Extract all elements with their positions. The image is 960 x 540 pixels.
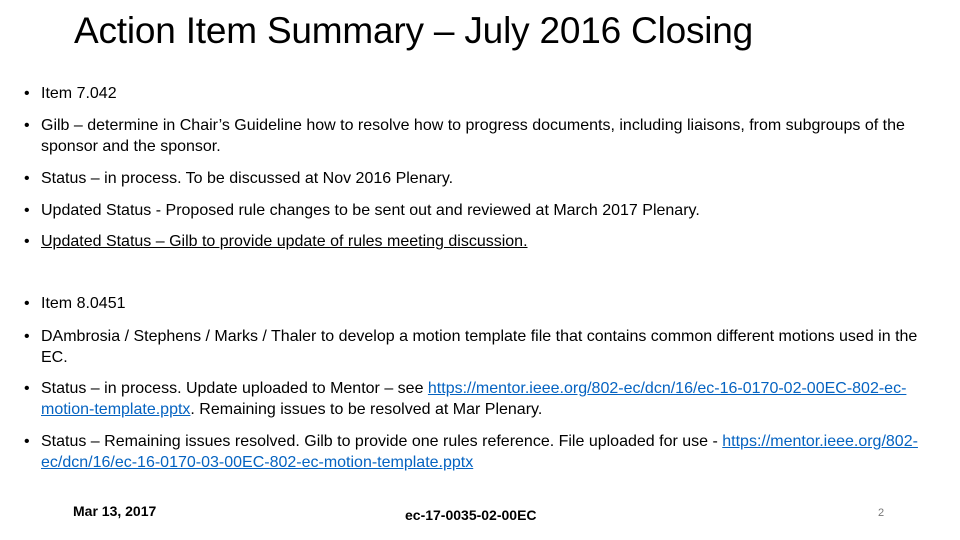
bullet-dot-icon: •	[24, 202, 30, 219]
bullet-item	[24, 431, 934, 473]
bullet-dot-icon: •	[24, 295, 30, 312]
mentor-link-motion-template-02[interactable]: https://mentor.ieee.org/802-ec/dcn/16/ec-16-0170-02-00EC-802-ec-motion-template.pptx	[41, 380, 907, 418]
bullet-text	[41, 378, 934, 420]
bullet-item	[24, 115, 934, 157]
bullet-text	[41, 431, 934, 473]
bullet-dot-icon: •	[24, 328, 30, 345]
bullet-dot-icon: •	[24, 233, 30, 250]
bullet-text: Status – in process. To be discussed at Nov 2016 Plenary.	[41, 170, 454, 187]
bullet-dot-icon: •	[24, 380, 30, 397]
bullet-dot-icon: •	[24, 85, 30, 102]
bullet-text: Updated Status - Proposed rule changes to be sent out and reviewed at March 2017 Plenary.	[41, 202, 700, 219]
mentor-link-motion-template-03[interactable]: https://mentor.ieee.org/802-ec/dcn/16/ec-16-0170-03-00EC-802-ec-motion-template.pptx	[41, 433, 918, 471]
bullet-text-before: Status – Remaining issues resolved. Gilb to provide one rules reference. File uploaded for use -	[41, 433, 723, 450]
bullet-item	[24, 293, 934, 314]
bullet-item	[24, 168, 934, 189]
bullet-dot-icon: •	[24, 170, 30, 187]
footer-doc-id: ec-17-0035-02-00EC	[405, 507, 537, 523]
bullet-item	[24, 326, 934, 368]
bullet-text-before: Status – in process. Update uploaded to Mentor – see	[41, 380, 428, 397]
page-number: 2	[878, 507, 885, 519]
bullet-text-after: . Remaining issues to be resolved at Mar Plenary.	[190, 401, 543, 418]
bullet-dot-icon: •	[24, 117, 30, 134]
bullet-text-underlined: Updated Status – Gilb to provide update of rules meeting discussion.	[41, 233, 528, 250]
bullet-item	[24, 231, 934, 252]
bullet-dot-icon: •	[24, 433, 30, 450]
bullet-text: DAmbrosia / Stephens / Marks / Thaler to develop a motion template file that contains common different motions used in the EC.	[41, 328, 918, 366]
bullet-item	[24, 378, 934, 420]
bullet-item	[24, 83, 934, 104]
bullet-text: Item 7.042	[41, 85, 117, 102]
footer-date: Mar 13, 2017	[73, 503, 157, 519]
bullet-item	[24, 200, 934, 221]
slide-title: Action Item Summary – July 2016 Closing	[74, 10, 754, 51]
bullet-text: Gilb – determine in Chair’s Guideline how to resolve how to progress documents, including liaisons, from subgroups of the sponsor and the sponsor.	[41, 117, 905, 155]
bullet-text: Item 8.0451	[41, 295, 126, 312]
